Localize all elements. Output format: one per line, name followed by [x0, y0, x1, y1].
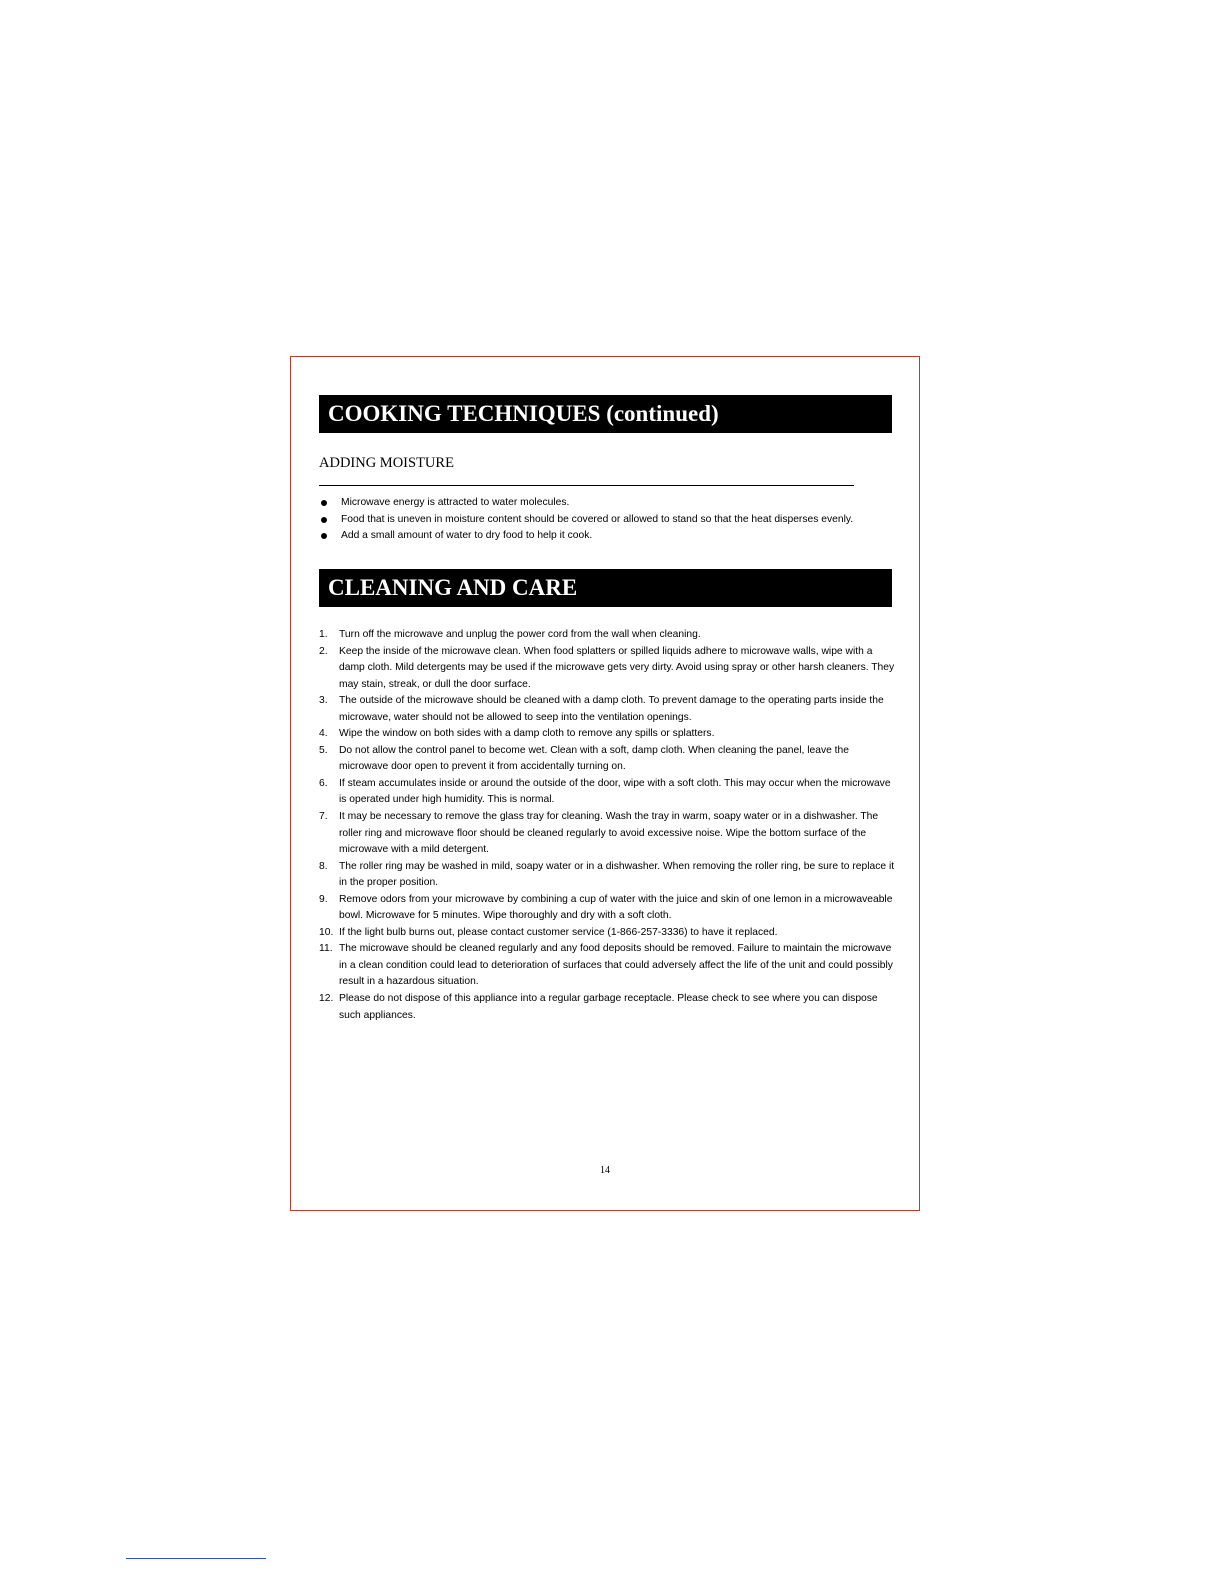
bullet-item: [319, 512, 899, 529]
list-item: [319, 991, 899, 1024]
step-text: Keep the inside of the microwave clean. When food splatters or spilled liquids adhere to microwave walls, wipe with a damp cloth. Mild detergents may be used if the microwave gets very dirty. Avoid using spray or other harsh cleaners. They may stain, streak, or dull the door surface.: [339, 645, 895, 690]
step-text: Turn off the microwave and unplug the power cord from the wall when cleaning.: [339, 629, 701, 640]
step-text: Wipe the window on both sides with a damp cloth to remove any spills or splatters.: [339, 728, 715, 740]
subheading-adding-moisture: ADDING MOISTURE: [319, 455, 454, 471]
bullet-dot-icon: [321, 517, 327, 523]
list-item: [319, 892, 899, 925]
bullet-item: [319, 528, 899, 545]
footer-link-underline: [126, 1558, 266, 1559]
page-number: 14: [600, 1165, 610, 1176]
step-text: The outside of the microwave should be cleaned with a damp cloth. To prevent damage to the operating parts inside the microwave, water should not be allowed to seep into the ventilation openings.: [339, 695, 884, 723]
bullet-text: Microwave energy is attracted to water molecules.: [341, 497, 570, 508]
list-item: [319, 859, 899, 892]
divider-rule: [319, 485, 854, 486]
step-text: If steam accumulates inside or around the outside of the door, wipe with a soft cloth. This may occur when the microwave is operated under high humidity. This is normal.: [339, 777, 891, 806]
step-number: 2.: [319, 645, 328, 657]
list-item: [319, 809, 899, 859]
bullet-text: Food that is uneven in moisture content should be covered or allowed to stand so that the heat disperses evenly.: [341, 513, 854, 525]
list-item: [319, 627, 899, 644]
step-number: 8.: [319, 860, 328, 872]
step-text: It may be necessary to remove the glass tray for cleaning. Wash the tray in warm, soapy water or in a dishwasher. The roller ring and microwave floor should be cleaned regularly to avoid excessive noise. Wipe the bottom surface of the microwave with a mild detergent.: [339, 811, 879, 856]
section-title-cooking-techniques: COOKING TECHNIQUES (continued): [319, 395, 892, 433]
list-item: [319, 941, 899, 991]
list-item: [319, 693, 899, 726]
list-item: [319, 743, 899, 776]
page-frame: [290, 356, 920, 1211]
list-item: [319, 925, 899, 942]
step-number: 4.: [319, 728, 328, 740]
step-text: The roller ring may be washed in mild, soapy water or in a dishwasher. When removing the roller ring, be sure to replace it in the proper position.: [339, 860, 895, 889]
bullet-item: [319, 495, 899, 512]
list-item: [319, 776, 899, 809]
list-item: [319, 644, 899, 694]
bullet-dot-icon: [321, 500, 327, 506]
step-number: 6.: [319, 777, 328, 789]
step-text: Do not allow the control panel to become wet. Clean with a soft, damp cloth. When cleaning the panel, leave the microwave door open to prevent it from accidentally turning on.: [339, 744, 849, 773]
step-text: Remove odors from your microwave by combining a cup of water with the juice and skin of one lemon in a microwaveable bowl. Microwave for 5 minutes. Wipe thoroughly and dry with a soft cloth.: [339, 893, 893, 922]
bullet-text: Add a small amount of water to dry food to help it cook.: [341, 530, 593, 542]
step-number: 10.: [319, 926, 334, 938]
step-number: 5.: [319, 744, 328, 756]
step-text: The microwave should be cleaned regularly and any food deposits should be removed. Failure to maintain the microwave in a clean condition could lead to deterioration of surfaces that could adversely affect the life of the unit and could possibly result in a hazardous situation.: [339, 943, 893, 988]
list-item: [319, 726, 899, 743]
step-number: 12.: [319, 993, 334, 1005]
bullet-dot-icon: [321, 533, 327, 539]
moisture-bullet-list: [319, 495, 899, 545]
step-number: 11.: [319, 943, 333, 955]
step-number: 3.: [319, 695, 328, 707]
step-number: 7.: [319, 811, 328, 823]
step-text: If the light bulb burns out, please contact customer service (1-866-257-3336) to have it replaced.: [339, 926, 778, 938]
step-number: 1.: [319, 629, 328, 640]
step-text: Please do not dispose of this appliance into a regular garbage receptacle. Please check to see where you can dispose such appliances.: [339, 993, 878, 1021]
step-number: 9.: [319, 893, 328, 905]
section-title-cleaning-and-care: CLEANING AND CARE: [319, 569, 892, 607]
cleaning-steps-list: [319, 627, 899, 1024]
